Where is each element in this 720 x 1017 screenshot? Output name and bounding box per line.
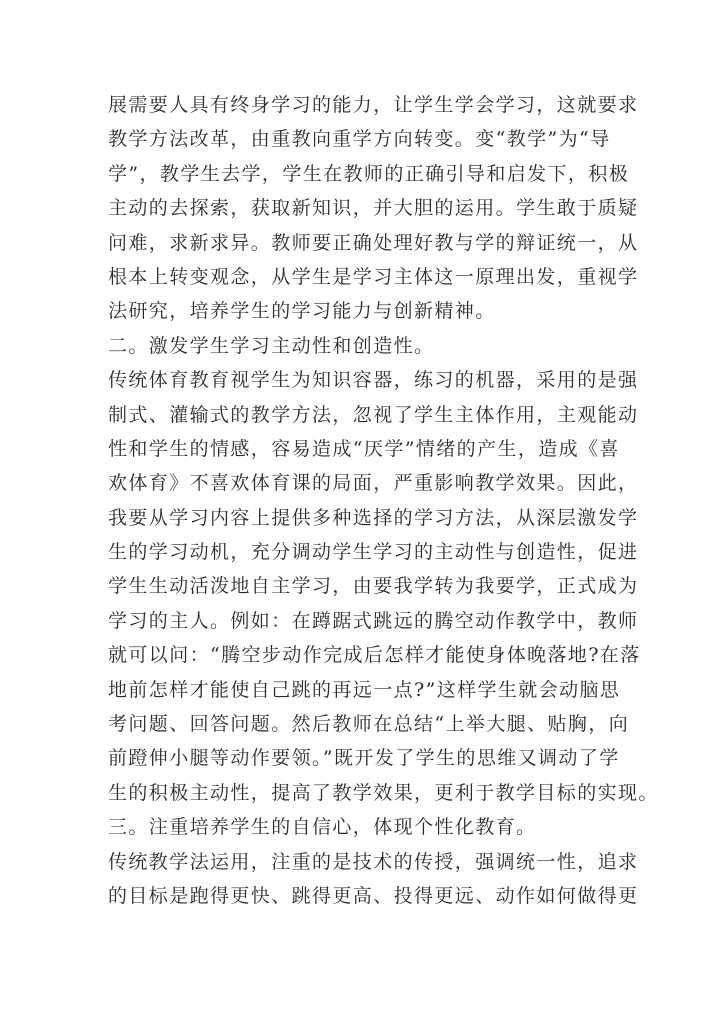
section-heading: 三。注重培养学生的自信心，体现个性化教育。 [108,816,537,839]
text-line: 生的学习动机，充分调动学生学习的主动性与创造性，促进 [108,541,639,564]
text-line: 制式、灌输式的教学方法，忽视了学生主体作用，主观能动 [108,403,639,426]
text-line: 主动的去探索，获取新知识，并大胆的运用。学生敢于质疑 [108,197,639,220]
text-line: 就可以问：“腾空步动作完成后怎样才能使身体晚落地?在落 [108,644,641,667]
text-line: 展需要人具有终身学习的能力，让学生学会学习，这就要求 [108,94,639,116]
text-line: 学”，教学生去学，学生在教师的正确引导和启发下，积极 [108,162,630,185]
text-line: 法研究，培养学生的学习能力与创新精神。 [108,300,496,323]
text-line: 生的积极主动性，提高了教学效果，更利于教学目标的实现。 [108,781,659,804]
text-line: 我要从学习内容上提供多种选择的学习方法，从深层激发学 [108,506,639,529]
text-line: 传统体育教育视学生为知识容器，练习的机器，采用的是强 [108,369,639,392]
section-heading: 二。激发学生学习主动性和创造性。 [108,334,435,357]
text-line: 问难，求新求异。教师要正确处理好教与学的辩证统一，从 [108,231,639,254]
text-line: 学习的主人。例如：在蹲踞式跳远的腾空动作教学中，教师 [108,609,639,632]
text-line: 欢体育》不喜欢体育课的局面，严重影响教学效果。因此， [108,472,639,495]
text-line: 前蹬伸小腿等动作要领。”既开发了学生的思维又调动了学 [108,747,620,770]
text-line: 学生生动活泼地自主学习，由要我学转为我要学，正式成为 [108,575,639,598]
text-line: 性和学生的情感，容易造成“厌学”情绪的产生，造成《喜 [108,437,620,460]
text-line: 考问题、回答问题。然后教师在总结“上举大腿、贴胸，向 [108,713,630,736]
text-line: 教学方法改革，由重教向重学方向转变。变“教学”为“导 [108,128,611,151]
text-line: 地前怎样才能使自己跳的再远一点?”这样学生就会动脑思 [108,678,621,701]
body-text [108,88,659,913]
text-line: 传统教学法运用，注重的是技术的传授，强调统一性，追求 [108,850,639,873]
text-line: 根本上转变观念，从学生是学习主体这一原理出发，重视学 [108,265,639,288]
text-line: 的目标是跑得更快、跳得更高、投得更远、动作如何做得更 [108,884,639,907]
